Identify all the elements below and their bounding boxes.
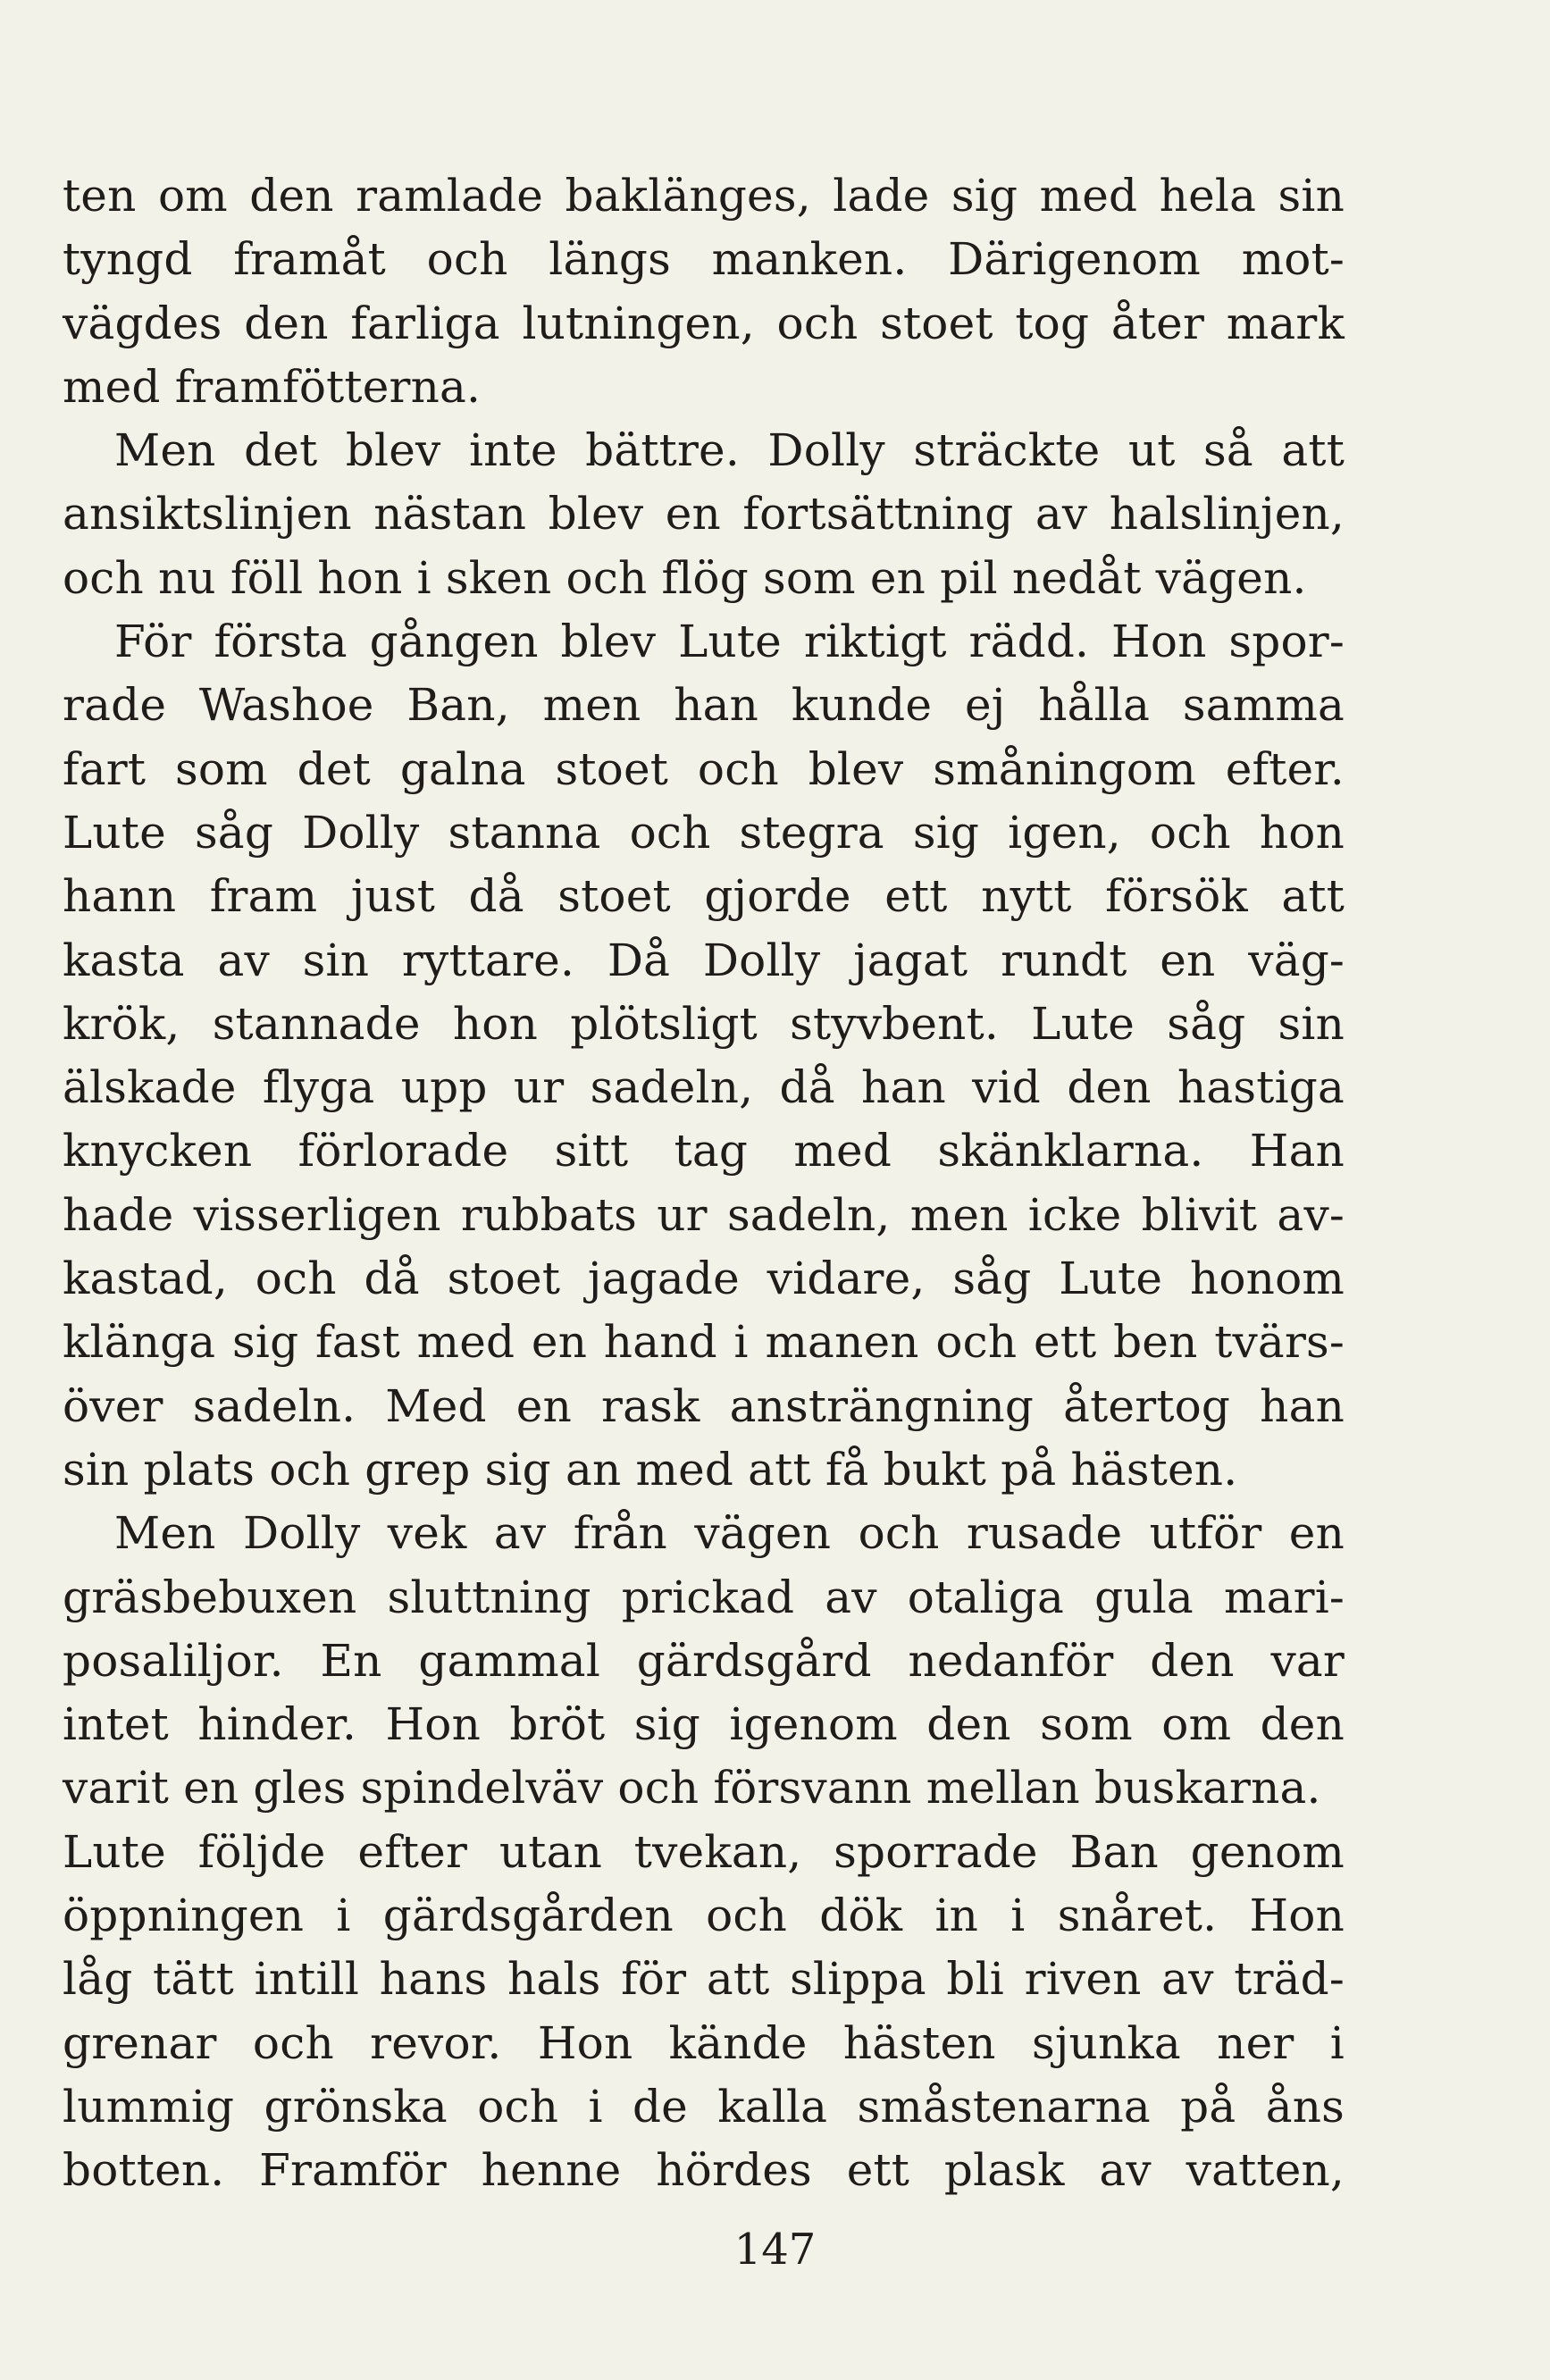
text-line: sin plats och grep sig an med att få bukt på hästen.: [63, 1443, 1238, 1496]
text-line: låg tätt intill hans hals för att slippa bli riven av träd-: [63, 1953, 1345, 2006]
text-line: fart som det galna stoet och blev småningom efter.: [63, 742, 1345, 795]
text-line: vägdes den farliga lutningen, och stoet tog åter mark: [63, 297, 1345, 349]
text-line: krök, stannade hon plötsligt styvbent. Lute såg sin: [63, 997, 1345, 1050]
text-line: botten. Framför henne hördes ett plask av vatten,: [63, 2144, 1345, 2197]
text-line: med framfötterna.: [63, 360, 482, 413]
text-line: tyngd framåt och längs manken. Därigenom mot-: [63, 233, 1345, 286]
text-line: varit en gles spindelväv och försvann mellan buskarna.: [63, 1762, 1321, 1814]
text-line: Men Dolly vek av från vägen och rusade utför en: [114, 1507, 1345, 1560]
page-number: 147: [733, 2225, 817, 2275]
text-line: intet hinder. Hon bröt sig igenom den som om den: [63, 1698, 1345, 1751]
text-line: kasta av sin ryttare. Då Dolly jagat rundt en väg-: [63, 934, 1345, 986]
text-line: öppningen i gärdsgården och dök in i snåret. Hon: [63, 1890, 1345, 1942]
text-line: kastad, och då stoet jagade vidare, såg Lute honom: [63, 1253, 1345, 1305]
text-line: hann fram just då stoet gjorde ett nytt försök att: [63, 870, 1345, 923]
text-line: Lute såg Dolly stanna och stegra sig igen, och hon: [63, 806, 1345, 859]
text-line: knycken förlorade sitt tag med skänklarna. Han: [63, 1125, 1345, 1177]
text-line: klänga sig fast med en hand i manen och ett ben tvärs-: [63, 1316, 1345, 1369]
text-line: och nu föll hon i sken och flög som en pil nedåt vägen.: [63, 551, 1307, 604]
text-line: hade visserligen rubbats ur sadeln, men icke blivit av-: [63, 1188, 1345, 1241]
text-line: över sadeln. Med en rask ansträngning återtog han: [63, 1379, 1345, 1432]
text-line: älskade flyga upp ur sadeln, då han vid den hastiga: [63, 1061, 1345, 1114]
text-line: ten om den ramlade baklänges, lade sig med hela sin: [63, 170, 1345, 222]
text-line: Lute följde efter utan tvekan, sporrade Ban genom: [63, 1825, 1345, 1878]
text-line: ansiktslinjen nästan blev en fortsättning av halslinjen,: [63, 488, 1345, 541]
text-line: grenar och revor. Hon kände hästen sjunka ner i: [63, 2016, 1345, 2069]
text-line: lummig grönska och i de kalla småstenarna på åns: [63, 2080, 1345, 2133]
text-line: rade Washoe Ban, men han kunde ej hålla samma: [63, 679, 1345, 732]
text-line: posaliljor. En gammal gärdsgård nedanför den var: [63, 1634, 1345, 1687]
text-line: Men det blev inte bättre. Dolly sträckte ut så att: [114, 424, 1345, 477]
text-line: För första gången blev Lute riktigt rädd. Hon spor-: [114, 616, 1345, 668]
text-line: gräsbebuxen sluttning prickad av otaliga gula mari-: [63, 1571, 1345, 1623]
body-text: [63, 164, 1345, 2203]
